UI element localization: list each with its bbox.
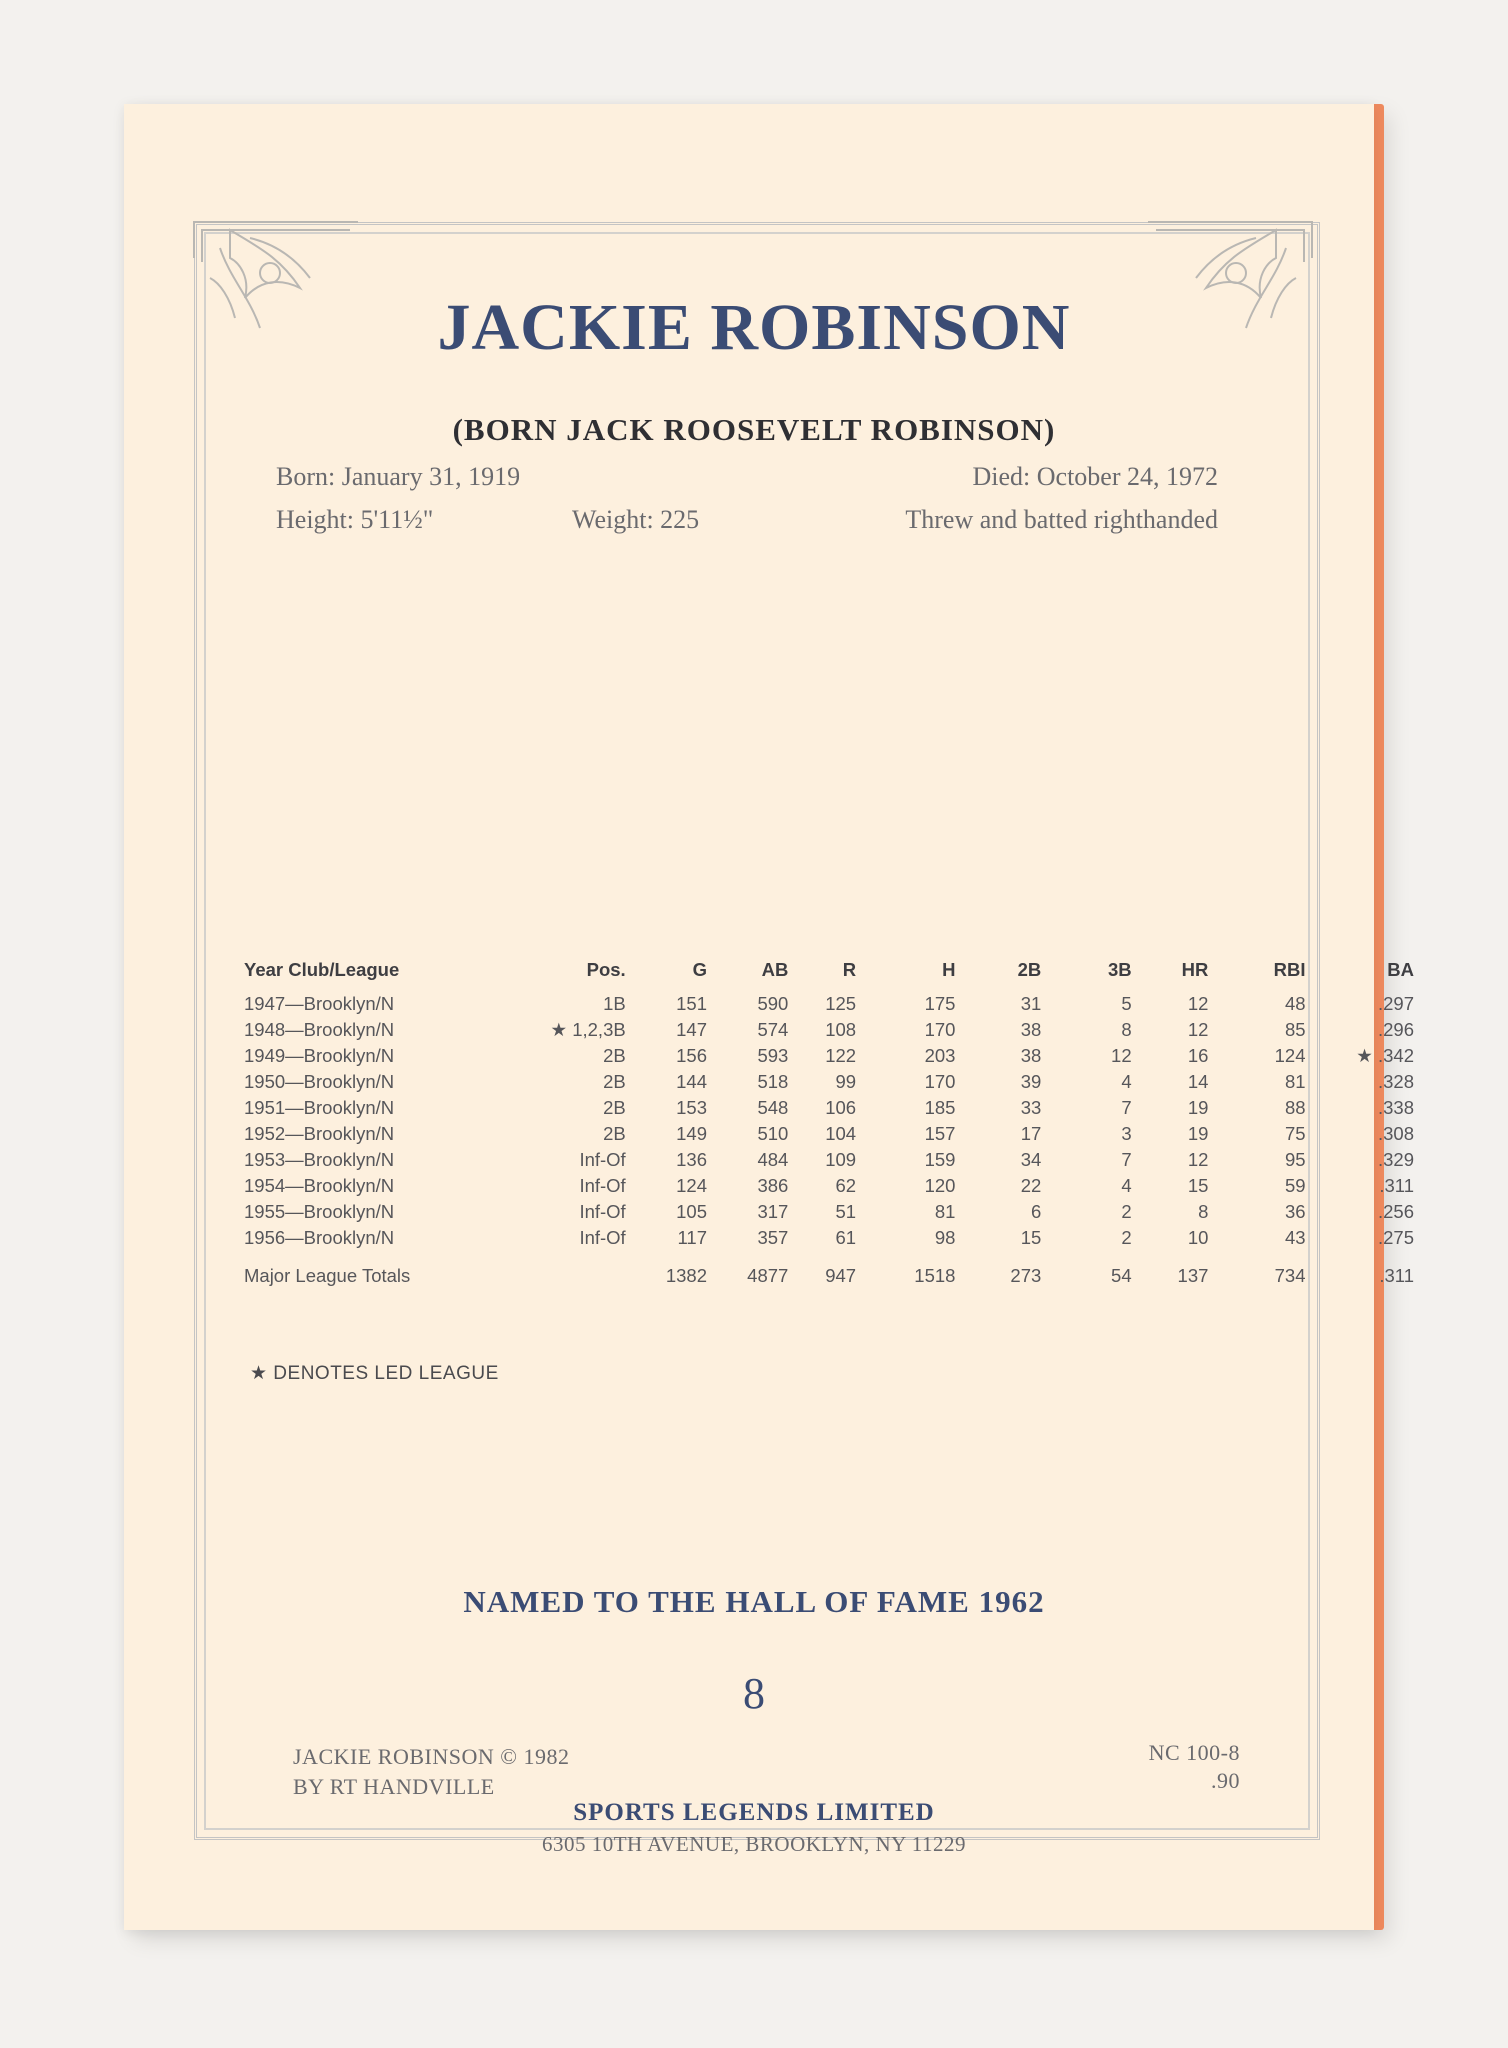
cell-r: 99: [835, 1071, 857, 1092]
cell-3b: 7: [1121, 1097, 1132, 1118]
cell-hr: 15: [1187, 1175, 1209, 1196]
height: Height: 5'11½": [276, 505, 434, 534]
col-h: H: [942, 959, 956, 980]
cell-hr: 12: [1187, 993, 1209, 1014]
cell-2b: 22: [1020, 1175, 1042, 1196]
cell-h: 98: [934, 1227, 956, 1248]
cell-ba: .308: [1377, 1123, 1414, 1144]
col-rbi: RBI: [1273, 959, 1306, 980]
cell-pos: ★ 1,2,3B: [550, 1019, 626, 1040]
cell-3b: 3: [1121, 1123, 1132, 1144]
cell-g: 124: [676, 1175, 708, 1196]
cell-g: 117: [677, 1227, 708, 1248]
cell-rbi: 75: [1284, 1123, 1306, 1144]
birth-name: (BORN JACK ROOSEVELT ROBINSON): [452, 412, 1056, 447]
cell-ab: 574: [757, 1019, 789, 1040]
cell-h: 203: [924, 1045, 956, 1066]
table-header-row: [244, 959, 1414, 991]
cell-2b: 34: [1020, 1149, 1042, 1170]
cell-year-club: 1953—Brooklyn/N: [244, 1149, 395, 1170]
cell-year-club: Major League Totals: [244, 1265, 411, 1286]
cell-r: 62: [835, 1175, 857, 1196]
cell-ab: 317: [757, 1201, 789, 1222]
cell-2b: 39: [1020, 1071, 1042, 1092]
cell-g: 151: [676, 993, 708, 1014]
cell-ba: .311: [1379, 1265, 1414, 1286]
table-row: [244, 1043, 1414, 1069]
cell-g: 149: [676, 1123, 708, 1144]
cell-year-club: 1950—Brooklyn/N: [244, 1071, 395, 1092]
cell-3b: 54: [1111, 1265, 1132, 1286]
cell-hr: 12: [1187, 1149, 1209, 1170]
cell-year-club: 1952—Brooklyn/N: [244, 1123, 395, 1144]
hall-of-fame-line: NAMED TO THE HALL OF FAME 1962: [463, 1584, 1045, 1619]
cell-h: 170: [924, 1019, 956, 1040]
cell-r: 122: [825, 1045, 857, 1066]
cell-pos: 2B: [603, 1123, 626, 1144]
cell-ba: .311: [1379, 1175, 1414, 1196]
cell-2b: 33: [1020, 1097, 1042, 1118]
table-row: [244, 1017, 1414, 1043]
cell-r: 125: [825, 993, 857, 1014]
cell-year-club: 1956—Brooklyn/N: [244, 1227, 395, 1248]
cell-g: 105: [676, 1201, 708, 1222]
totals-row: [244, 1251, 1414, 1289]
cell-pos: Inf-Of: [579, 1175, 626, 1196]
cell-r: 104: [825, 1123, 857, 1144]
baseball-card-back: [124, 104, 1414, 1930]
died-date: Died: October 24, 1972: [972, 462, 1218, 491]
cell-rbi: 81: [1284, 1071, 1306, 1092]
cell-r: 106: [825, 1097, 857, 1118]
cell-ba: .275: [1377, 1227, 1414, 1248]
cell-year-club: 1947—Brooklyn/N: [244, 993, 395, 1014]
cell-g: 136: [676, 1149, 708, 1170]
cell-rbi: 59: [1284, 1175, 1306, 1196]
cell-rbi: 734: [1274, 1265, 1306, 1286]
col-r: R: [842, 959, 857, 980]
cell-3b: 2: [1121, 1201, 1132, 1222]
cell-hr: 12: [1187, 1019, 1209, 1040]
cell-rbi: 88: [1284, 1097, 1306, 1118]
cell-ab: 4877: [747, 1265, 789, 1286]
player-name: JACKIE ROBINSON: [437, 291, 1071, 364]
cell-g: 144: [676, 1071, 708, 1092]
cell-hr: 19: [1187, 1097, 1209, 1118]
cell-g: 156: [676, 1045, 708, 1066]
card-price: .90: [1211, 1768, 1240, 1793]
cell-ba: .296: [1377, 1019, 1414, 1040]
cell-ab: 484: [757, 1149, 789, 1170]
cell-2b: 31: [1020, 993, 1042, 1014]
born-date: Born: January 31, 1919: [276, 462, 521, 491]
throws-bats: Threw and batted righthanded: [905, 505, 1218, 534]
cell-ab: 593: [757, 1045, 789, 1066]
copyright-line-1: JACKIE ROBINSON © 1982: [293, 1744, 570, 1769]
cell-3b: 8: [1121, 1019, 1132, 1040]
cell-2b: 273: [1010, 1265, 1042, 1286]
cell-year-club: 1954—Brooklyn/N: [244, 1175, 395, 1196]
card-code: NC 100-8: [1148, 1740, 1240, 1765]
cell-ba: ★ .342: [1356, 1045, 1414, 1066]
cell-ab: 510: [757, 1123, 789, 1144]
col-ab: AB: [761, 959, 789, 980]
cell-rbi: 36: [1284, 1201, 1306, 1222]
table-row: [244, 1225, 1414, 1251]
cell-pos: 1B: [603, 993, 626, 1014]
table-row: [244, 1121, 1414, 1147]
table-row: [244, 991, 1414, 1017]
cell-year-club: 1948—Brooklyn/N: [244, 1019, 395, 1040]
star-note: ★ DENOTES LED LEAGUE: [250, 1363, 499, 1384]
cell-pos: 2B: [603, 1045, 626, 1066]
cell-hr: 16: [1187, 1045, 1209, 1066]
cell-hr: 14: [1187, 1071, 1209, 1092]
cell-ba: .329: [1377, 1149, 1414, 1170]
col-year-club: Year Club/League: [244, 959, 400, 980]
copyright-line-2: BY RT HANDVILLE: [293, 1774, 495, 1799]
cell-2b: 15: [1020, 1227, 1042, 1248]
cell-year-club: 1949—Brooklyn/N: [244, 1045, 395, 1066]
cell-2b: 38: [1020, 1045, 1042, 1066]
table-row: [244, 1147, 1414, 1173]
col-g: G: [692, 959, 708, 980]
col-2b: 2B: [1017, 959, 1042, 980]
table-row: [244, 1173, 1414, 1199]
cell-h: 157: [924, 1123, 956, 1144]
cell-3b: 12: [1111, 1045, 1132, 1066]
cell-3b: 7: [1121, 1149, 1132, 1170]
cell-h: 120: [924, 1175, 956, 1196]
cell-2b: 6: [1030, 1201, 1042, 1222]
cell-3b: 2: [1121, 1227, 1132, 1248]
cell-rbi: 124: [1274, 1045, 1306, 1066]
col-hr: HR: [1181, 959, 1209, 980]
cell-r: 947: [825, 1265, 857, 1286]
cell-g: 1382: [665, 1265, 708, 1286]
cell-2b: 17: [1020, 1123, 1042, 1144]
cell-rbi: 95: [1284, 1149, 1306, 1170]
publisher-name: SPORTS LEGENDS LIMITED: [573, 1799, 935, 1826]
cell-hr: 137: [1177, 1265, 1209, 1286]
col-pos: Pos.: [586, 959, 626, 980]
cell-hr: 10: [1187, 1227, 1209, 1248]
cell-h: 170: [924, 1071, 956, 1092]
card-number: 8: [743, 1669, 765, 1718]
cell-2b: 38: [1020, 1019, 1042, 1040]
cell-ba: .297: [1377, 993, 1414, 1014]
cell-ab: 548: [757, 1097, 789, 1118]
cell-pos: [492, 1251, 625, 1289]
cell-r: 109: [825, 1149, 857, 1170]
cell-year-club: 1955—Brooklyn/N: [244, 1201, 395, 1222]
cell-pos: Inf-Of: [579, 1149, 626, 1170]
cell-g: 147: [676, 1019, 708, 1040]
cell-rbi: 48: [1284, 993, 1306, 1014]
cell-h: 175: [924, 993, 956, 1014]
cell-ab: 386: [757, 1175, 789, 1196]
cell-year-club: 1951—Brooklyn/N: [244, 1097, 395, 1118]
cell-ba: .328: [1377, 1071, 1414, 1092]
cell-rbi: 43: [1284, 1227, 1306, 1248]
col-3b: 3B: [1107, 959, 1132, 980]
cell-h: 1518: [914, 1265, 956, 1286]
cell-hr: 8: [1198, 1201, 1209, 1222]
cell-h: 81: [934, 1201, 956, 1222]
cell-pos: 2B: [603, 1097, 626, 1118]
cell-rbi: 85: [1284, 1019, 1306, 1040]
cell-ba: .338: [1377, 1097, 1414, 1118]
col-ba: BA: [1387, 959, 1414, 980]
cell-ba: .256: [1377, 1201, 1414, 1222]
career-stats-table: [244, 959, 1414, 1289]
cell-pos: Inf-Of: [579, 1227, 626, 1248]
weight: Weight: 225: [572, 505, 700, 534]
cell-h: 159: [924, 1149, 956, 1170]
cell-3b: 4: [1121, 1071, 1132, 1092]
cell-pos: Inf-Of: [579, 1201, 626, 1222]
cell-g: 153: [676, 1097, 708, 1118]
table-row: [244, 1095, 1414, 1121]
cell-3b: 4: [1121, 1175, 1132, 1196]
cell-hr: 19: [1187, 1123, 1209, 1144]
cell-r: 61: [835, 1227, 857, 1248]
table-row: [244, 1199, 1414, 1225]
cell-3b: 5: [1121, 993, 1132, 1014]
cell-r: 108: [825, 1019, 857, 1040]
publisher-address: 6305 10TH AVENUE, BROOKLYN, NY 11229: [541, 1832, 967, 1856]
cell-r: 51: [835, 1201, 857, 1222]
cell-ab: 357: [757, 1227, 789, 1248]
table-row: [244, 1069, 1414, 1095]
cell-ab: 518: [757, 1071, 789, 1092]
cell-h: 185: [924, 1097, 956, 1118]
cell-pos: 2B: [603, 1071, 626, 1092]
cell-ab: 590: [757, 993, 789, 1014]
